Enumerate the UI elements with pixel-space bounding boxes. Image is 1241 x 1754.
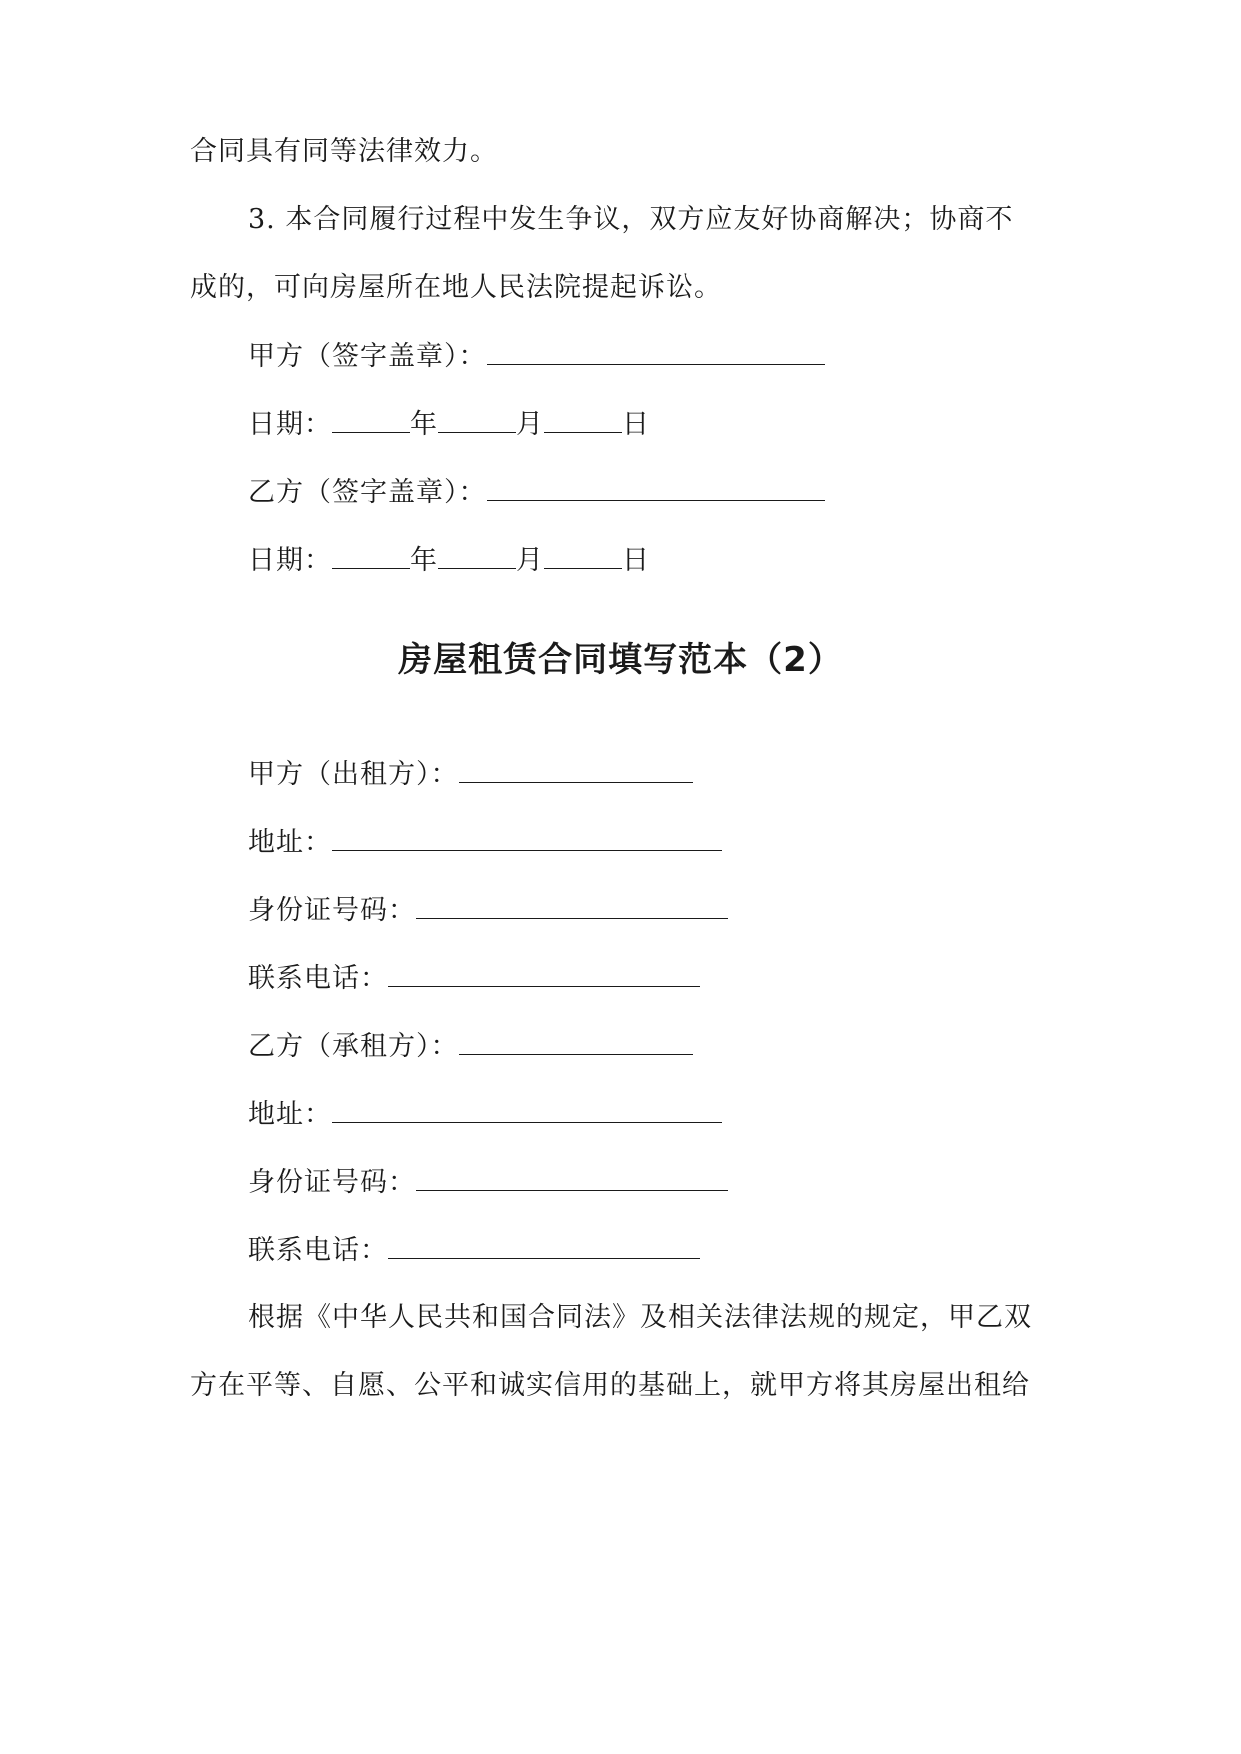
party-a-address-field [248, 824, 1060, 861]
signature-blank[interactable] [487, 474, 825, 501]
paragraph-line: 成的，可向房屋所在地人民法院提起诉讼。 [190, 272, 722, 303]
date-line-b [248, 542, 1060, 579]
signature-blank[interactable] [487, 338, 825, 365]
field-label: 乙方（承租方）： [248, 1031, 459, 1062]
date-line-a [248, 406, 1060, 443]
day-label: 日 [622, 545, 650, 576]
party-b-phone-field [248, 1232, 1060, 1269]
day-label: 日 [622, 409, 650, 440]
field-label: 身份证号码： [248, 895, 416, 926]
party-a-phone-field [248, 960, 1060, 997]
paragraph-line: 3. 本合同履行过程中发生争议，双方应友好协商解决；协商不 [248, 204, 1014, 235]
paragraph-line: 合同具有同等法律效力。 [190, 136, 498, 167]
field-label: 联系电话： [248, 963, 388, 994]
month-label: 月 [516, 409, 544, 440]
paragraph-line: 方在平等、自愿、公平和诚实信用的基础上，就甲方将其房屋出租给 [190, 1370, 1030, 1401]
signature-label: 甲方（签字盖章）： [248, 341, 487, 372]
month-blank[interactable] [438, 542, 516, 569]
field-label: 身份证号码： [248, 1167, 416, 1198]
party-b-name-field [248, 1028, 1060, 1065]
year-blank[interactable] [332, 406, 410, 433]
field-label: 地址： [248, 827, 332, 858]
signature-label: 乙方（签字盖章）： [248, 477, 487, 508]
day-blank[interactable] [544, 542, 622, 569]
date-label: 日期： [248, 545, 332, 576]
party-a-name-blank[interactable] [459, 756, 693, 783]
party-b-phone-blank[interactable] [388, 1232, 700, 1259]
month-label: 月 [516, 545, 544, 576]
field-label: 地址： [248, 1099, 332, 1130]
signature-party-b [248, 474, 1060, 511]
year-label: 年 [410, 409, 438, 440]
year-label: 年 [410, 545, 438, 576]
party-a-id-blank[interactable] [416, 892, 728, 919]
party-b-address-blank[interactable] [332, 1096, 722, 1123]
party-a-address-blank[interactable] [332, 824, 722, 851]
year-blank[interactable] [332, 542, 410, 569]
party-b-name-blank[interactable] [459, 1028, 693, 1055]
party-a-phone-blank[interactable] [388, 960, 700, 987]
date-label: 日期： [248, 409, 332, 440]
document-title: 房屋租赁合同填写范本（2） [398, 640, 843, 680]
party-a-name-field [248, 756, 1060, 793]
month-blank[interactable] [438, 406, 516, 433]
field-label: 联系电话： [248, 1235, 388, 1266]
field-label: 甲方（出租方）： [248, 759, 459, 790]
party-b-id-blank[interactable] [416, 1164, 728, 1191]
day-blank[interactable] [544, 406, 622, 433]
paragraph-line: 根据《中华人民共和国合同法》及相关法律法规的规定，甲乙双 [248, 1302, 1032, 1333]
party-b-id-field [248, 1164, 1060, 1201]
signature-party-a [248, 338, 1060, 375]
party-a-id-field [248, 892, 1060, 929]
party-b-address-field [248, 1096, 1060, 1133]
